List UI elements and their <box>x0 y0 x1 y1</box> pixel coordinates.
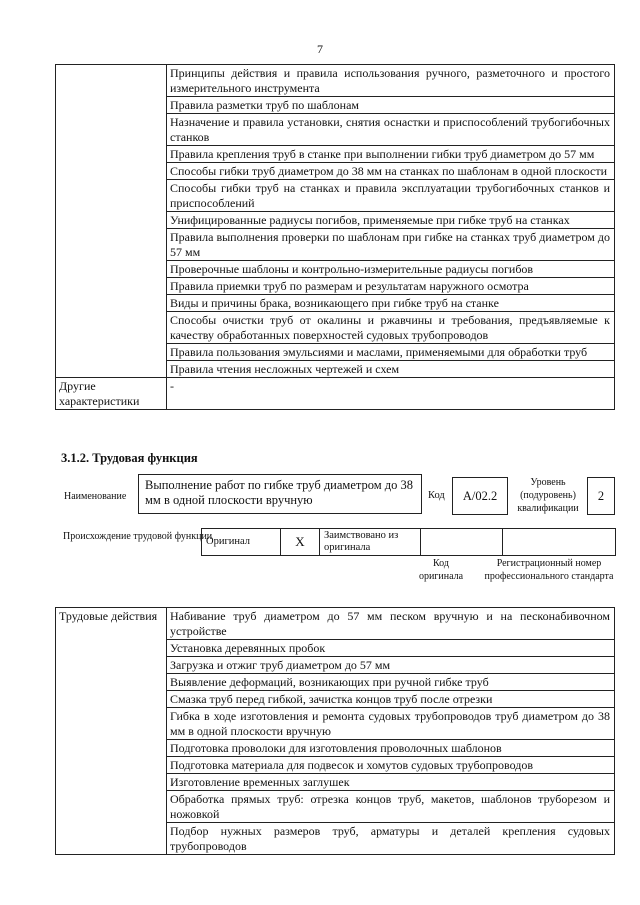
table-cell: Установка деревянных пробок <box>167 640 615 657</box>
table-cell: Принципы действия и правила использования ручного, разметочного и простого измерительного инструмента <box>167 65 615 97</box>
page-number: 7 <box>317 42 323 56</box>
table-cell: Способы гибки труб на станках и правила эксплуатации трубогибочных станков и приспособлений <box>167 180 615 212</box>
registration-number-cell <box>503 529 616 556</box>
table-cell: Способы очистки труб от окалины и ржавчины и требования, предъявляемые к качеству обработанных поверхностей судовых трубопроводов <box>167 312 615 344</box>
origin-label: Происхождение трудовой функции <box>63 531 213 542</box>
table-cell: Правила выполнения проверки по шаблонам при гибке на станках труб диаметром до 57 мм <box>167 229 615 261</box>
table-cell: Набивание труб диаметром до 57 мм песком вручную и на песконабивочном устройстве <box>167 608 615 640</box>
table-cell: Смазка труб перед гибкой, зачистка концов труб после отрезки <box>167 691 615 708</box>
table-cell: Подготовка материала для подвесок и хомутов судовых трубопроводов <box>167 757 615 774</box>
table-cell: Обработка прямых труб: отрезка концов труб, макетов, шаблонов труборезом и ножовкой <box>167 791 615 823</box>
table-cell: Правила разметки труб по шаблонам <box>167 97 615 114</box>
borrowed-label: Заимствовано из оригинала <box>320 529 421 556</box>
table-cell: Унифицированные радиусы погибов, применяемые при гибке труб на станках <box>167 212 615 229</box>
table-cell: Подготовка проволоки для изготовления проволочных шаблонов <box>167 740 615 757</box>
table-cell: Правила чтения несложных чертежей и схем <box>167 361 615 378</box>
empty-label-cell <box>56 65 167 378</box>
table-cell: Виды и причины брака, возникающего при гибке труб на станке <box>167 295 615 312</box>
function-code-box: А/02.2 <box>452 477 508 515</box>
table-cell: Гибка в ходе изготовления и ремонта судовых трубопроводов труб диаметром до 38 мм в одной плоскости вручную <box>167 708 615 740</box>
knowledge-table <box>55 64 615 410</box>
labor-actions-table <box>55 607 615 855</box>
table-cell: Проверочные шаблоны и контрольно-измерительные радиусы погибов <box>167 261 615 278</box>
section-heading: 3.1.2. Трудовая функция <box>61 451 198 465</box>
labor-actions-label: Трудовые действия <box>56 608 167 855</box>
table-cell: Выявление деформаций, возникающих при ручной гибке труб <box>167 674 615 691</box>
table-cell: Правила приемки труб по размерам и результатам наружного осмотра <box>167 278 615 295</box>
other-characteristics-value: - <box>167 378 615 410</box>
original-mark: X <box>281 529 320 556</box>
qualification-level-box: 2 <box>587 477 615 515</box>
origin-table <box>201 528 616 556</box>
table-cell: Подбор нужных размеров труб, арматуры и деталей крепления судовых трубопроводов <box>167 823 615 855</box>
original-label: Оригинал <box>202 529 281 556</box>
table-cell: Правила крепления труб в станке при выполнении гибки труб диаметром до 57 мм <box>167 146 615 163</box>
name-label: Наименование <box>64 491 127 502</box>
table-cell: Назначение и правила установки, снятия оснастки и приспособлений трубогибочных станков <box>167 114 615 146</box>
original-code-cell <box>421 529 503 556</box>
original-code-label: Код оригинала <box>418 558 464 582</box>
other-characteristics-label: Другие характеристики <box>56 378 167 410</box>
code-label: Код <box>428 490 445 501</box>
function-name-box: Выполнение работ по гибке труб диаметром до 38 мм в одной плоскости вручную <box>138 474 422 514</box>
table-cell: Способы гибки труб диаметром до 38 мм на станках по шаблонам в одной плоскости <box>167 163 615 180</box>
table-cell: Правила пользования эмульсиями и маслами, применяемыми для обработки труб <box>167 344 615 361</box>
qualification-level-label: Уровень (подуровень) квалификации <box>517 477 579 514</box>
registration-number-label: Регистрационный номер профессионального стандарта <box>484 558 614 582</box>
table-cell: Загрузка и отжиг труб диаметром до 57 мм <box>167 657 615 674</box>
table-cell: Изготовление временных заглушек <box>167 774 615 791</box>
